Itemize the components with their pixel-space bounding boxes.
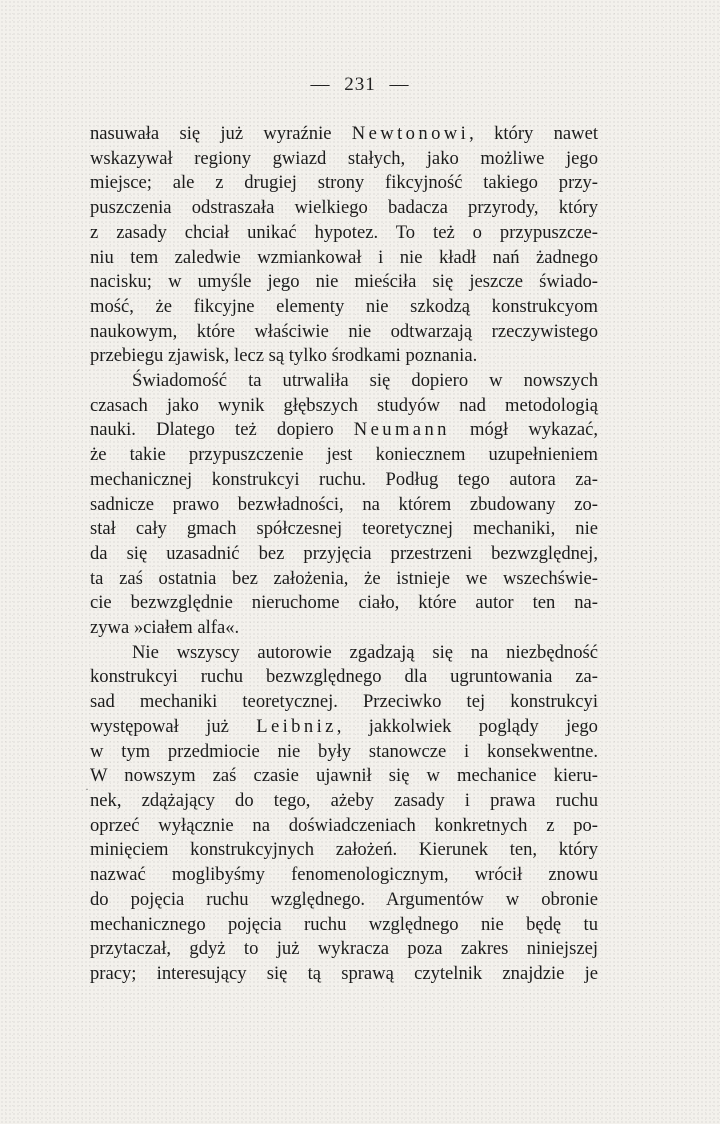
text-segment: z zasady chciał unikać hypotez. To też o przypuszcze- bbox=[90, 221, 598, 243]
text-line bbox=[90, 147, 598, 172]
text-segment: miejsce; ale z drugiej strony fikcyjność takiego przy- bbox=[90, 172, 598, 194]
body-text bbox=[90, 122, 598, 987]
text-segment: nek, zdążający do tego, ażeby zasady i prawa ruchu bbox=[90, 789, 598, 811]
text-segment: do pojęcia ruchu względnego. Argumentów w obronie bbox=[90, 888, 598, 910]
text-segment: W nowszym zaś czasie ujawnił się w mechanice kieru- bbox=[90, 765, 598, 787]
text-segment: wskazywał regiony gwiazd stałych, jako możliwe jego bbox=[90, 147, 598, 169]
text-line bbox=[90, 517, 598, 542]
text-segment: ta zaś ostatnia bez założenia, że istnieje we wszechświe- bbox=[90, 567, 598, 589]
text-line bbox=[90, 542, 598, 567]
text-segment: sad mechaniki teoretycznej. Przeciwko tej konstrukcyi bbox=[90, 691, 598, 713]
text-line bbox=[90, 814, 598, 839]
text-line bbox=[90, 740, 598, 765]
text-line bbox=[90, 295, 598, 320]
text-line bbox=[90, 122, 598, 147]
text-line bbox=[90, 221, 598, 246]
text-line bbox=[90, 418, 598, 443]
text-line bbox=[90, 888, 598, 913]
text-segment: przytaczał, gdyż to już wykracza poza zakres niniejszej bbox=[90, 938, 598, 960]
text-line bbox=[90, 468, 598, 493]
text-segment: przebiegu zjawisk, lecz są tylko środkami poznania. bbox=[90, 345, 478, 367]
spaced-name: Neumann bbox=[353, 419, 450, 441]
text-line bbox=[90, 270, 598, 295]
text-line bbox=[90, 591, 598, 616]
text-segment: konstrukcyi ruchu bezwzględnego dla ugruntowania za- bbox=[90, 666, 598, 688]
text-segment: pracy; interesujący się tą sprawą czytelnik znajdzie je bbox=[90, 962, 598, 984]
text-line bbox=[90, 369, 598, 394]
text-segment: nasuwała się już wyraźnie bbox=[90, 123, 352, 144]
text-line bbox=[90, 246, 598, 271]
text-segment: mechanicznej konstrukcyi ruchu. Podług tego autora za- bbox=[90, 468, 598, 490]
text-segment: że takie przypuszczenie jest koniecznem uzupełnieniem bbox=[90, 444, 598, 466]
text-line bbox=[90, 394, 598, 419]
text-line bbox=[90, 764, 598, 789]
page-number: — 231 — bbox=[310, 74, 410, 95]
text-segment: oprzeć wyłącznie na doświadczeniach konkretnych z po- bbox=[90, 814, 598, 836]
text-line bbox=[90, 962, 598, 987]
text-line bbox=[90, 171, 598, 196]
text-line bbox=[90, 863, 598, 888]
text-line bbox=[90, 196, 598, 221]
text-segment: nacisku; w umyśle jego nie mieściła się jeszcze świado- bbox=[90, 271, 598, 293]
text-segment: minięciem konstrukcyjnych założeń. Kierunek ten, który bbox=[90, 839, 598, 861]
text-segment: zywa »ciałem alfa«. bbox=[90, 617, 240, 639]
text-segment: nauki. Dlatego też dopiero bbox=[90, 419, 354, 441]
text-segment: niu tem zaledwie wzmiankował i nie kładł nań żadnego bbox=[90, 246, 598, 268]
text-line bbox=[90, 567, 598, 592]
text-line bbox=[90, 616, 598, 641]
text-line bbox=[90, 937, 598, 962]
text-segment: stał cały gmach spółczesnej teoretycznej mechaniki, nie bbox=[90, 518, 598, 540]
text-line bbox=[90, 690, 598, 715]
text-segment: , jakkolwiek poglądy jego bbox=[336, 715, 598, 737]
stray-ink-mark: · bbox=[85, 782, 89, 796]
text-segment: nazwać moglibyśmy fenomenologicznym, wrócił znowu bbox=[90, 864, 598, 886]
text-segment: da się uzasadnić bez przyjęcia przestrzeni bezwzględnej, bbox=[90, 542, 598, 564]
text-segment: mechanicznego pojęcia ruchu względnego nie będę tu bbox=[90, 913, 598, 935]
text-segment: w tym przedmiocie nie były stanowcze i konsekwentne. bbox=[90, 740, 598, 762]
text-line bbox=[90, 320, 598, 345]
text-segment: Świadomość ta utrwaliła się dopiero w nowszych bbox=[132, 370, 598, 392]
text-line bbox=[90, 665, 598, 690]
text-segment: , który nawet bbox=[469, 123, 598, 144]
text-line bbox=[90, 641, 598, 666]
text-segment: mość, że fikcyjne elementy nie szkodzą konstrukcyom bbox=[90, 295, 598, 317]
text-segment: puszczenia odstraszała wielkiego badacza przyrody, który bbox=[90, 197, 598, 219]
text-line bbox=[90, 344, 598, 369]
text-segment: mógł wykazać, bbox=[449, 419, 598, 441]
spaced-name: Newtonowi bbox=[351, 123, 470, 144]
text-segment: naukowym, które właściwie nie odtwarzają rzeczywistego bbox=[90, 320, 598, 342]
text-line bbox=[90, 443, 598, 468]
text-segment: cie bezwzględnie nieruchome ciało, które autor ten na- bbox=[90, 592, 598, 614]
text-line bbox=[90, 913, 598, 938]
text-segment: czasach jako wynik głębszych studyów nad metodologią bbox=[90, 394, 598, 416]
text-line bbox=[90, 789, 598, 814]
spaced-name: Leibniz bbox=[256, 715, 337, 737]
text-line bbox=[90, 838, 598, 863]
text-line bbox=[90, 715, 598, 740]
text-segment: sadnicze prawo bezwładności, na którem zbudowany zo- bbox=[90, 493, 598, 515]
text-segment: występował już bbox=[90, 715, 257, 737]
text-line bbox=[90, 493, 598, 518]
text-segment: Nie wszyscy autorowie zgadzają się na niezbędność bbox=[132, 641, 598, 663]
